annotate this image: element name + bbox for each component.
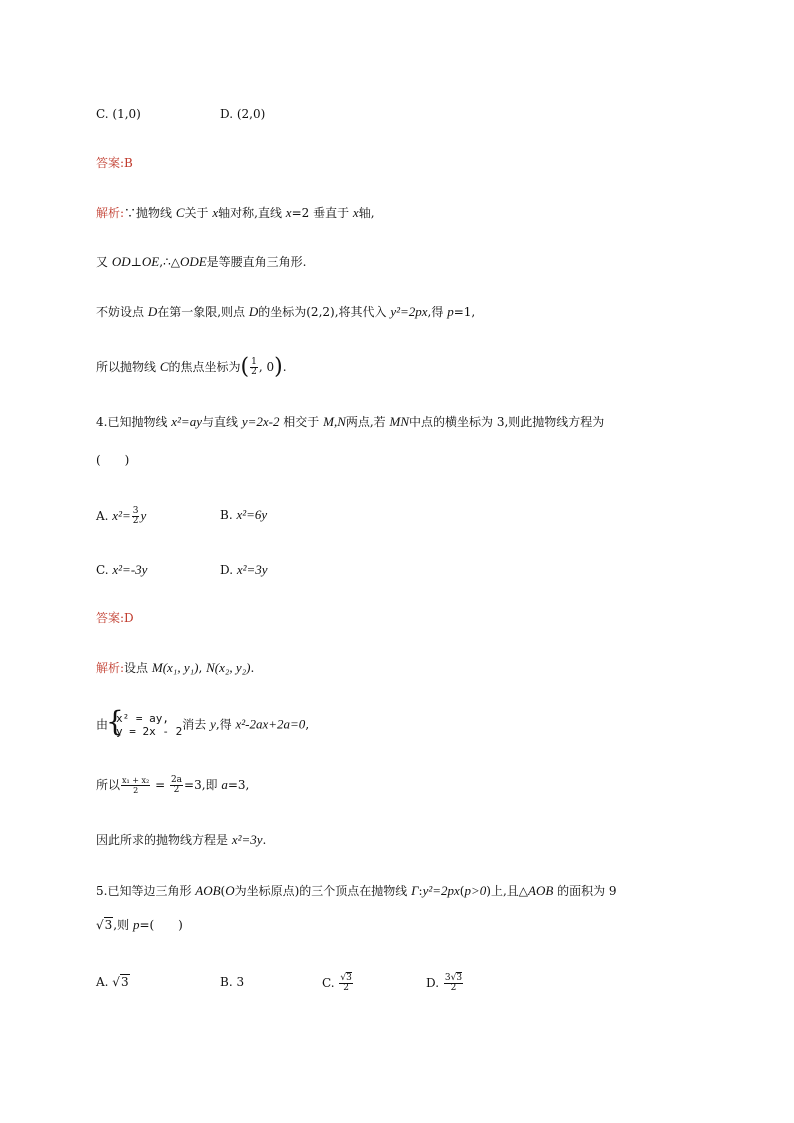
option-d [220, 562, 268, 578]
equation: x²=3y [236, 562, 268, 577]
text: : [418, 884, 423, 898]
var: C [159, 359, 169, 374]
text: 4.已知抛物线 [96, 415, 172, 429]
text: ,得 [427, 305, 448, 319]
var: p [447, 304, 454, 319]
numerator: √3 [340, 973, 352, 983]
text: 在第一象限,则点 [157, 305, 249, 319]
equation: y²=2px [390, 304, 428, 319]
text: B. [220, 508, 237, 522]
text: =1, [453, 305, 476, 319]
text: 5.已知等边三角形 [96, 884, 196, 898]
text: D. [426, 976, 443, 990]
text: 因此所求的抛物线方程是 [96, 833, 232, 847]
text: 相交于 [279, 415, 324, 429]
denominator: 2 [251, 367, 257, 377]
var: x [285, 205, 292, 220]
fraction [444, 974, 463, 993]
analysis-q4-line4 [96, 832, 266, 848]
analysis-q3-line4 [96, 354, 287, 380]
text: 是等腰直角三角形. [206, 255, 307, 269]
text: . [282, 360, 287, 374]
text: ,∴△ [159, 255, 180, 269]
text: ( [459, 884, 465, 898]
point: M(x₁, y₁) [151, 660, 199, 675]
text: 两点,若 [345, 415, 390, 429]
analysis-q4-line2 [96, 705, 310, 738]
question-4-paren: ( ) [96, 453, 130, 467]
var: ODE [179, 254, 207, 269]
text: ⊥ [130, 255, 142, 269]
text: =2 垂直于 [291, 206, 353, 220]
analysis-q3-line2 [96, 254, 306, 270]
var: MN [389, 414, 409, 429]
var: D [147, 304, 158, 319]
denominator: 2 [173, 785, 180, 795]
option-a [96, 507, 146, 526]
option-c [322, 974, 354, 993]
text: ,得 [215, 717, 236, 732]
denominator: 2 [132, 516, 139, 526]
var: OE [141, 254, 160, 269]
text: 不妨设点 [96, 305, 148, 319]
question-4-stem [96, 414, 604, 430]
text: 的坐标为(2,2),将其代入 [258, 305, 391, 319]
denominator: 2 [450, 983, 457, 993]
text: 又 [96, 255, 112, 269]
fraction [170, 776, 183, 795]
sqrt: √3 [112, 975, 129, 989]
radicand: 3 [456, 973, 463, 983]
text: )上,且△ [486, 884, 528, 898]
equation: x²=6y [236, 507, 268, 522]
option-d [426, 974, 464, 993]
var: C [175, 205, 185, 220]
text: , 0 [258, 360, 275, 374]
text: D. [220, 563, 237, 577]
equation: x²-2ax+2a=0 [235, 716, 306, 732]
radicand: 3 [104, 918, 113, 932]
text: C. [96, 563, 113, 577]
text: 的焦点坐标为 [168, 360, 241, 374]
numerator: x₁ + x₂ [122, 776, 150, 785]
sqrt: √3 [96, 918, 113, 932]
option-a [96, 974, 130, 990]
var: x [212, 205, 219, 220]
analysis-q4-line1 [96, 660, 254, 676]
system-row: y = 2x - 2 [116, 725, 183, 738]
var: p [132, 917, 140, 932]
option-b [220, 507, 267, 523]
analysis-label: 解析: [96, 661, 125, 675]
text: 由 [96, 717, 109, 732]
equation: x²=ay [171, 414, 202, 429]
equation: x²=-3y [112, 562, 148, 577]
var: Γ [411, 883, 419, 898]
radicand: 3 [120, 975, 129, 989]
text: 消去 [182, 717, 211, 732]
answer-q4: 答案:D [96, 611, 134, 625]
text: ∵抛物线 [124, 206, 176, 220]
text: 所以 [96, 778, 121, 792]
fraction [132, 507, 140, 526]
numerator: 3 [132, 506, 139, 516]
numerator: 1 [251, 357, 257, 367]
equation: y²=2px [422, 883, 460, 898]
system-row: x² = ay, [116, 712, 169, 725]
option-c: C. (1,0) [96, 107, 141, 121]
left-paren: ( [240, 354, 250, 380]
var: a [221, 777, 228, 792]
option-c [96, 562, 147, 578]
numerator: 3√3 [444, 973, 463, 983]
fraction [250, 358, 258, 377]
question-5-stem [96, 883, 617, 899]
point: N(x₂, y₂) [206, 660, 251, 675]
fraction [339, 974, 352, 993]
text: . [262, 833, 267, 847]
var: AOB [195, 883, 221, 898]
coefficient: 3 [444, 973, 451, 983]
analysis-q4-line3 [96, 776, 249, 795]
text: A. [96, 509, 113, 523]
equation: y=2x-2 [241, 414, 280, 429]
var: y [140, 508, 147, 523]
text: 设点 [124, 661, 152, 675]
denominator: 2 [133, 786, 139, 795]
text: 为坐标原点)的三个顶点在抛物线 [234, 884, 412, 898]
text: = [151, 778, 169, 792]
text: 与直线 [201, 415, 242, 429]
question-5-stem-line2 [96, 917, 183, 933]
var: OD [111, 254, 131, 269]
var: O [225, 883, 235, 898]
var: M,N [323, 414, 346, 429]
var: y [210, 716, 216, 732]
text: C. [322, 976, 339, 990]
radicand: 3 [346, 973, 352, 983]
text: , [305, 717, 310, 732]
text: 轴对称,直线 [218, 206, 286, 220]
text: ,则 [113, 918, 133, 932]
analysis-q3-line3 [96, 304, 475, 320]
text: , [198, 661, 207, 675]
text: 的面积为 9 [553, 884, 617, 898]
var: x [352, 205, 359, 220]
equation-system [106, 705, 183, 738]
fraction [121, 776, 150, 795]
option-d: D. (2,0) [220, 107, 266, 121]
left-brace: { [106, 705, 124, 738]
equation: x²=3y [231, 832, 263, 847]
var: D [248, 304, 259, 319]
text: . [250, 661, 255, 675]
text: 中点的横坐标为 3,则此抛物线方程为 [409, 415, 605, 429]
right-paren: ) [274, 354, 283, 380]
text: A. [96, 975, 113, 989]
text: 轴, [358, 206, 375, 220]
text: ( [220, 884, 226, 898]
text: 所以抛物线 [96, 360, 160, 374]
option-b: B. 3 [220, 975, 245, 989]
text: =( ) [139, 918, 183, 932]
text: 关于 [184, 206, 213, 220]
numerator: 2a [170, 775, 183, 785]
denominator: 2 [343, 983, 349, 993]
analysis-q3-line1 [96, 205, 375, 221]
var: x²= [112, 508, 131, 523]
var: AOB [528, 883, 554, 898]
answer-q3: 答案:B [96, 156, 133, 170]
text: =3,即 [184, 778, 222, 792]
analysis-label: 解析: [96, 206, 125, 220]
condition: p>0 [464, 883, 487, 898]
text: =3, [227, 778, 250, 792]
